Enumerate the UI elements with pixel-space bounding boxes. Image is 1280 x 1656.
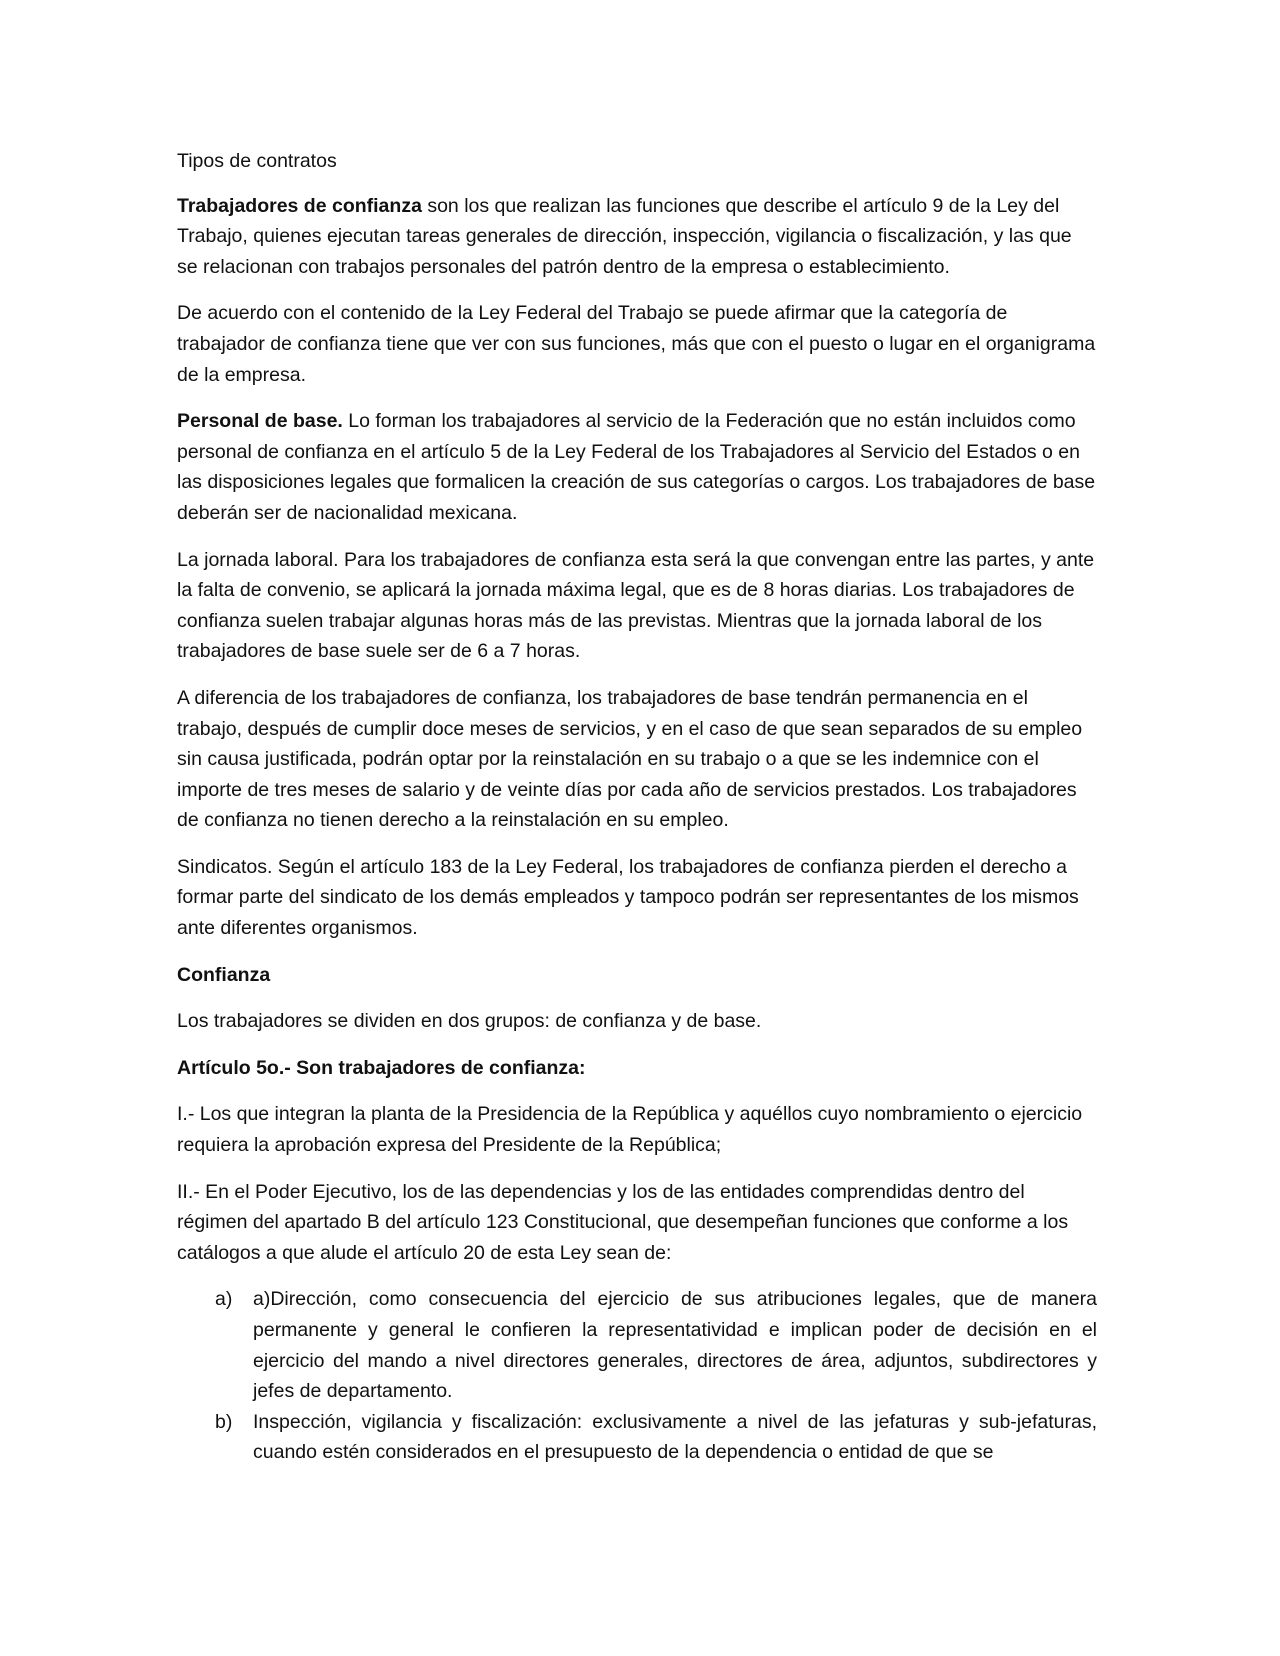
- list-item-text: Inspección, vigilancia y fiscalización: exclusivamente a nivel de las jefaturas y sub-jefaturas, cuando estén considerados en el presupuesto de la dependencia o entidad de que se: [253, 1410, 1097, 1464]
- paragraph-sindicatos: Sindicatos. Según el artículo 183 de la Ley Federal, los trabajadores de confianza pierden el derecho a formar parte del sindicato de los demás empleados y tampoco podrán ser representantes de los mismos ante diferentes organismos.: [177, 855, 1079, 940]
- list-item: [177, 1284, 1097, 1406]
- heading-confianza: [177, 960, 1097, 991]
- paragraph-jornada-laboral: La jornada laboral. Para los trabajadores de confianza esta será la que convengan entre las partes, y ante la falta de convenio, se aplicará la jornada máxima legal, que es de 8 horas diarias. Los trabajadores de confianza suelen trabajar algunas horas más de las previstas. Mientras que la jornada laboral de los trabajadores de base suele ser de 6 a 7 horas.: [177, 548, 1095, 663]
- heading-confianza-text: Confianza: [177, 963, 271, 986]
- paragraph-fraccion-ii: II.- En el Poder Ejecutivo, los de las dependencias y los de las entidades comprendidas dentro del régimen del apartado B del artículo 123 Constitucional, que desempeñan funciones que conforme a los catálogos a que alude el artículo 20 de esta Ley sean de:: [177, 1180, 1069, 1264]
- document-page: [177, 146, 1097, 1468]
- document-title: Tipos de contratos: [177, 150, 337, 172]
- list-item: [177, 1407, 1097, 1468]
- paragraph-fraccion-i: I.- Los que integran la planta de la Presidencia de la República y aquéllos cuyo nombramiento o ejercicio requiera la aprobación expresa del Presidente de la República;: [177, 1103, 1083, 1157]
- paragraph-grupos: Los trabajadores se dividen en dos grupos: de confianza y de base.: [177, 1010, 762, 1033]
- lettered-list: [177, 1284, 1097, 1468]
- paragraph-personal-base: [177, 406, 1097, 528]
- term-personal-base: Personal de base.: [177, 410, 343, 433]
- paragraph-trabajadores-confianza: [177, 191, 1097, 283]
- paragraph-text: son los que realizan las funciones que describe el artículo 9 de la Ley del Trabajo, quienes ejecutan tareas generales de dirección, inspección, vigilancia o fiscalización, y las que se relacionan con trabajos personales del patrón dentro de la empresa o establecimiento.: [177, 194, 1072, 278]
- list-marker: b): [215, 1410, 233, 1433]
- heading-articulo-5: [177, 1053, 1097, 1084]
- heading-articulo-5-text: Artículo 5o.- Son trabajadores de confianza:: [177, 1056, 586, 1079]
- list-marker: a): [215, 1288, 233, 1311]
- paragraph-permanencia: A diferencia de los trabajadores de confianza, los trabajadores de base tendrán permanencia en el trabajo, después de cumplir doce meses de servicios, y en el caso de que sean separados de su empleo sin causa justificada, podrán optar por la reinstalación en su trabajo o a que se les indemnice con el importe de tres meses de salario y de veinte días por cada año de servicios prestados. Los trabajadores de confianza no tienen derecho a la reinstalación en su empleo.: [177, 686, 1083, 832]
- paragraph-ley-federal: De acuerdo con el contenido de la Ley Federal del Trabajo se puede afirmar que la categoría de trabajador de confianza tiene que ver con sus funciones, más que con el puesto o lugar en el organigrama de la empresa.: [177, 302, 1096, 386]
- list-item-text: a)Dirección, como consecuencia del ejercicio de sus atribuciones legales, que de manera permanente y general le confieren la representatividad e implican poder de decisión en el ejercicio del mando a nivel directores generales, directores de área, adjuntos, subdirectores y jefes de departamento.: [253, 1288, 1097, 1403]
- term-trabajadores-confianza: Trabajadores de confianza: [177, 194, 422, 217]
- paragraph-text: Lo forman los trabajadores al servicio de la Federación que no están incluidos como personal de confianza en el artículo 5 de la Ley Federal de los Trabajadores al Servicio del Estados o en las disposiciones legales que formalicen la creación de sus categorías o cargos. Los trabajadores de base deberán ser de nacionalidad mexicana.: [177, 410, 1096, 524]
